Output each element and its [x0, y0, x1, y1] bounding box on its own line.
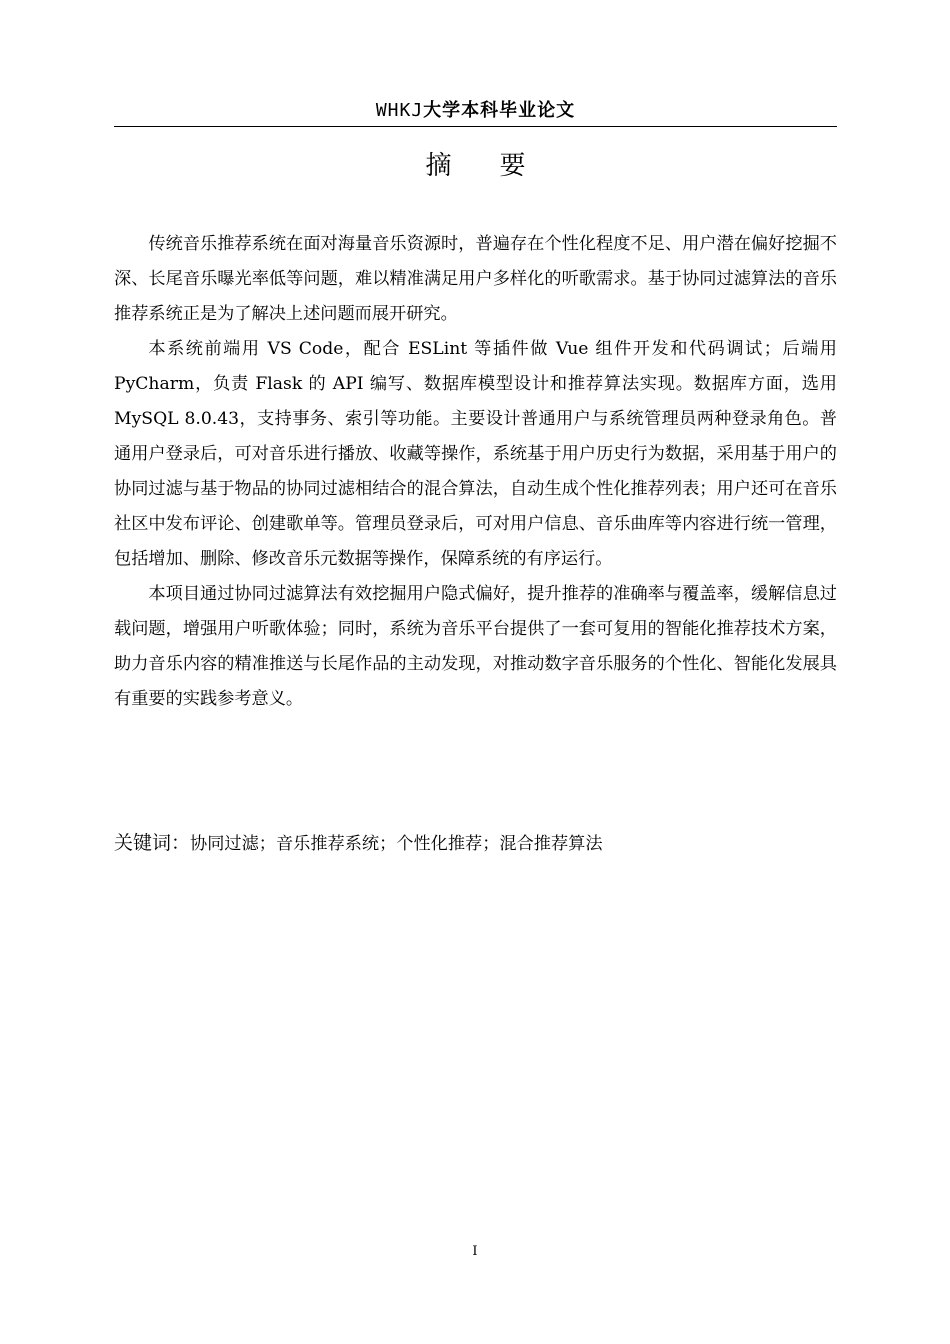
- header-latin: WHKJ: [375, 100, 424, 121]
- abstract-paragraph-1: 传统音乐推荐系统在面对海量音乐资源时，普遍存在个性化程度不足、用户潜在偏好挖掘不深、长尾音乐曝光率低等问题，难以精准满足用户多样化的听歌需求。基于协同过滤算法的音乐推荐系统正是为了解决上述问题而展开研究。: [114, 234, 837, 324]
- header-rule: [114, 126, 837, 127]
- running-header: [114, 96, 837, 122]
- keywords-label: 关键词：: [114, 832, 191, 854]
- abstract-body: [114, 227, 837, 717]
- abstract-paragraph-2: 本系统前端用 VS Code，配合 ESLint 等插件做 Vue 组件开发和代码调试；后端用 PyCharm，负责 Flask 的 API 编写、数据库模型设计和推荐算法实现。数据库方面，选用 MySQL 8.0.43，支持事务、索引等功能。主要设计普通用户与系统管理员两种登录角色。普通用户登录后，可对音乐进行播放、收藏等操作，系统基于用户历史行为数据，采用基于用户的协同过滤与基于物品的协同过滤相结合的混合算法，自动生成个性化推荐列表；用户还可在音乐社区中发布评论、创建歌单等。管理员登录后，可对用户信息、音乐曲库等内容进行统一管理，包括增加、删除、修改音乐元数据等操作，保障系统的有序运行。: [114, 339, 837, 569]
- abstract-paragraph-3: 本项目通过协同过滤算法有效挖掘用户隐式偏好，提升推荐的准确率与覆盖率，缓解信息过载问题，增强用户听歌体验；同时，系统为音乐平台提供了一套可复用的智能化推荐技术方案，助力音乐内容的精准推送与长尾作品的主动发现，对推动数字音乐服务的个性化、智能化发展具有重要的实践参考意义。: [114, 584, 837, 709]
- keywords-line: [114, 826, 837, 862]
- keywords-text: 协同过滤；音乐推荐系统；个性化推荐；混合推荐算法: [190, 834, 603, 854]
- header-chinese: 大学本科毕业论文: [423, 100, 576, 121]
- page-number: I: [472, 1244, 478, 1259]
- abstract-title: 摘要: [425, 151, 574, 181]
